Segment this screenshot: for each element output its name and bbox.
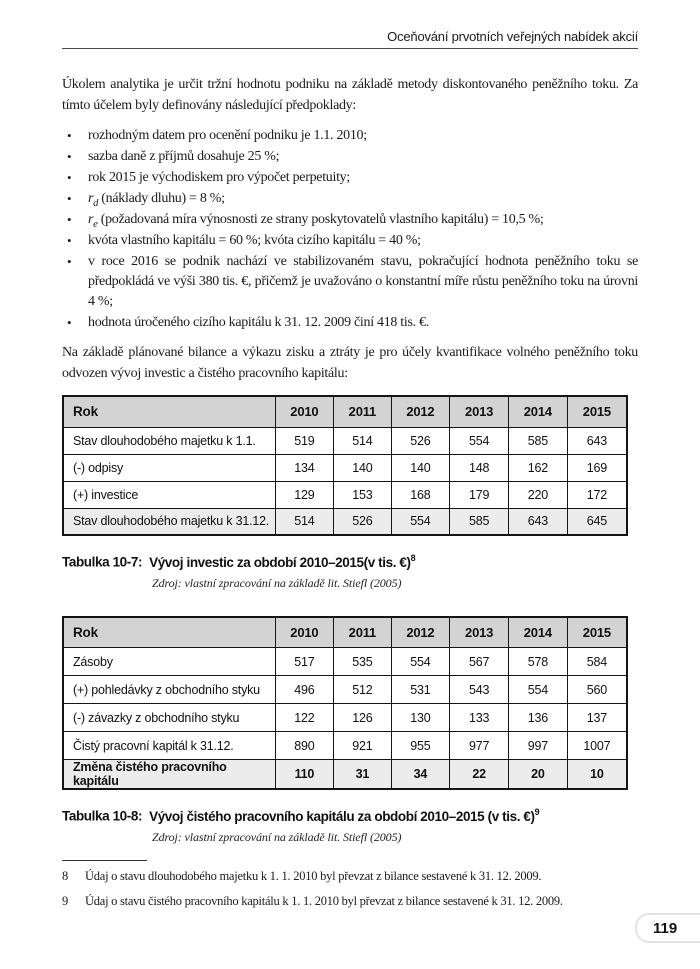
cell-value: 22	[450, 760, 509, 790]
column-header: Rok	[63, 396, 275, 427]
footnote-reference: 9	[534, 807, 540, 817]
cell-value: 169	[567, 454, 627, 481]
cell-value: 955	[391, 732, 450, 760]
page-number-badge	[635, 913, 700, 943]
column-header: 2010	[275, 617, 334, 648]
variable-symbol: r	[88, 191, 94, 206]
column-header: 2014	[508, 617, 567, 648]
row-label: (+) pohledávky z obchodního styku	[63, 676, 275, 704]
cell-value: 514	[275, 508, 334, 535]
bullet-text: v roce 2016 se podnik nachází ve stabilizovaném stavu, pokračující hodnota peněžního toku se předpokládá ve výši 380 tis. €, přičemž je uvažováno o konstantní míře růstu peněžního toku na úrovni 4 %;	[88, 254, 638, 309]
list-item	[62, 313, 638, 333]
row-label: (-) závazky z obchodního styku	[63, 704, 275, 732]
page-number: 119	[653, 919, 678, 937]
cell-value: 514	[334, 427, 391, 454]
caption-title: Vývoj čistého pracovního kapitálu za období 2010–2015 (v tis. €)	[149, 808, 535, 824]
cell-value: 137	[567, 704, 627, 732]
investments-table	[62, 395, 628, 536]
cell-value: 179	[450, 481, 509, 508]
table-row	[63, 481, 627, 508]
bullet-icon: •	[67, 170, 72, 185]
bullet-text: hodnota úročeného cizího kapitálu k 31. 12. 2009 činí 418 tis. €.	[88, 315, 429, 330]
cell-value: 140	[334, 454, 391, 481]
list-item	[62, 189, 638, 209]
bullet-text	[88, 210, 638, 230]
bullet-icon: •	[67, 191, 72, 206]
cell-value: 584	[567, 648, 627, 676]
cell-value: 645	[567, 508, 627, 535]
cell-value: 496	[275, 676, 334, 704]
table-source: Zdroj: vlastní zpracování na základě lit. Stiefl (2005)	[152, 575, 402, 590]
cell-value: 172	[567, 481, 627, 508]
cell-value: 890	[275, 732, 334, 760]
cell-value: 1007	[567, 732, 627, 760]
cell-value: 543	[450, 676, 509, 704]
cell-value: 643	[567, 427, 627, 454]
bullet-icon: •	[67, 315, 72, 330]
cell-value: 560	[567, 676, 627, 704]
bullet-icon: •	[67, 254, 72, 269]
bullet-text: kvóta vlastního kapitálu = 60 %; kvóta cizího kapitálu = 40 %;	[88, 233, 421, 248]
document-page	[0, 29, 700, 909]
list-item	[62, 126, 638, 146]
bullet-icon: •	[67, 233, 72, 248]
working-capital-table	[62, 616, 628, 791]
table-row	[63, 427, 627, 454]
table-row	[63, 732, 627, 760]
cell-value: 10	[567, 760, 627, 790]
bullet-text	[88, 189, 638, 209]
cell-value: 554	[450, 427, 509, 454]
cell-value: 643	[508, 508, 567, 535]
caption-label: Tabulka 10-7:	[62, 554, 143, 570]
table-row	[63, 760, 627, 790]
footnote-number: 8	[62, 868, 68, 883]
cell-value: 134	[275, 454, 334, 481]
caption-label: Tabulka 10-8:	[62, 808, 143, 824]
column-header: 2012	[391, 396, 450, 427]
cell-value: 977	[450, 732, 509, 760]
cell-value: 526	[334, 508, 391, 535]
cell-value: 162	[508, 454, 567, 481]
bullet-icon: •	[67, 212, 72, 227]
column-header: Rok	[63, 617, 275, 648]
cell-value: 20	[508, 760, 567, 790]
row-label: (+) investice	[63, 481, 275, 508]
column-header: 2011	[334, 396, 391, 427]
column-header: 2014	[508, 396, 567, 427]
cell-value: 519	[275, 427, 334, 454]
cell-value: 554	[508, 676, 567, 704]
cell-value: 34	[391, 760, 450, 790]
bullet-text-rest: (náklady dluhu) = 8 %;	[98, 191, 225, 206]
cell-value: 921	[334, 732, 391, 760]
bullet-text: rozhodným datem pro ocenění podniku je 1.1. 2010;	[88, 128, 367, 143]
cell-value: 512	[334, 676, 391, 704]
bullet-icon: •	[67, 128, 72, 143]
cell-value: 578	[508, 648, 567, 676]
table-row	[63, 648, 627, 676]
cell-value: 997	[508, 732, 567, 760]
cell-value: 526	[391, 427, 450, 454]
cell-value: 220	[508, 481, 567, 508]
cell-value: 554	[391, 648, 450, 676]
row-label: Čistý pracovní kapitál k 31.12.	[63, 732, 275, 760]
caption-title: Vývoj investic za období 2010–2015(v tis. €)	[149, 554, 411, 570]
cell-value: 168	[391, 481, 450, 508]
table-header-row	[63, 617, 627, 648]
column-header: 2015	[567, 617, 627, 648]
cell-value: 31	[334, 760, 391, 790]
variable-subscript: e	[93, 218, 98, 230]
list-item	[62, 147, 638, 167]
bullet-text-rest: (požadovaná míra výnosnosti ze strany poskytovatelů vlastního kapitálu) = 10,5 %;	[97, 212, 544, 227]
cell-value: 133	[450, 704, 509, 732]
footnote-text: Údaj o stavu dlouhodobého majetku k 1. 1. 2010 byl převzat z bilance sestavené k 31. 12. 2009.	[85, 868, 542, 883]
row-label: Stav dlouhodobého majetku k 31.12.	[63, 508, 275, 535]
footnote	[62, 869, 638, 884]
column-header: 2011	[334, 617, 391, 648]
table-row	[63, 676, 627, 704]
list-item	[62, 168, 638, 188]
header-rule	[62, 48, 638, 49]
column-header: 2012	[391, 617, 450, 648]
table-source: Zdroj: vlastní zpracování na základě lit. Stiefl (2005)	[152, 829, 402, 844]
column-header: 2010	[275, 396, 334, 427]
cell-value: 585	[450, 508, 509, 535]
cell-value: 122	[275, 704, 334, 732]
row-label: Stav dlouhodobého majetku k 1.1.	[63, 427, 275, 454]
column-header: 2013	[450, 396, 509, 427]
cell-value: 585	[508, 427, 567, 454]
bullet-icon: •	[67, 149, 72, 164]
cell-value: 140	[391, 454, 450, 481]
running-header: Oceňování prvotních veřejných nabídek akcií	[387, 29, 638, 44]
cell-value: 531	[391, 676, 450, 704]
row-label: Změna čistého pracovního kapitálu	[63, 760, 275, 790]
cell-value: 136	[508, 704, 567, 732]
column-header: 2015	[567, 396, 627, 427]
variable-subscript: d	[93, 197, 99, 209]
cell-value: 517	[275, 648, 334, 676]
cell-value: 148	[450, 454, 509, 481]
footnote	[62, 894, 638, 909]
list-item	[62, 231, 638, 251]
cell-value: 535	[334, 648, 391, 676]
cell-value: 567	[450, 648, 509, 676]
variable-symbol: r	[88, 212, 94, 227]
row-label: (-) odpisy	[63, 454, 275, 481]
table-row	[63, 454, 627, 481]
footnote-text: Údaj o stavu čistého pracovního kapitálu k 1. 1. 2010 byl převzat z bilance sestavené k 31. 12. 2009.	[85, 893, 563, 908]
bridge-paragraph: Na základě plánované bilance a výkazu zisku a ztráty je pro účely kvantifikace volného peněžního toku odvozen vývoj investic a čistého pracovního kapitálu:	[62, 345, 638, 381]
list-item	[62, 210, 638, 230]
table-caption	[62, 807, 638, 824]
row-label: Zásoby	[63, 648, 275, 676]
footnote-number: 9	[62, 893, 68, 908]
footnote-reference: 8	[410, 553, 416, 563]
cell-value: 130	[391, 704, 450, 732]
table-row	[63, 704, 627, 732]
table-row	[63, 508, 627, 535]
cell-value: 126	[334, 704, 391, 732]
table-header-row	[63, 396, 627, 427]
intro-paragraph: Úkolem analytika je určit tržní hodnotu podniku na základě metody diskontovaného peněžního toku. Za tímto účelem byly definovány následující předpoklady:	[62, 77, 638, 113]
cell-value: 110	[275, 760, 334, 790]
cell-value: 153	[334, 481, 391, 508]
list-item	[62, 252, 638, 312]
cell-value: 129	[275, 481, 334, 508]
bullet-text: sazba daně z příjmů dosahuje 25 %;	[88, 149, 280, 164]
column-header: 2013	[450, 617, 509, 648]
cell-value: 554	[391, 508, 450, 535]
footnote-rule	[62, 860, 147, 861]
table-caption	[62, 553, 638, 570]
assumptions-list	[62, 126, 638, 333]
bullet-text: rok 2015 je východiskem pro výpočet perpetuity;	[88, 170, 350, 185]
